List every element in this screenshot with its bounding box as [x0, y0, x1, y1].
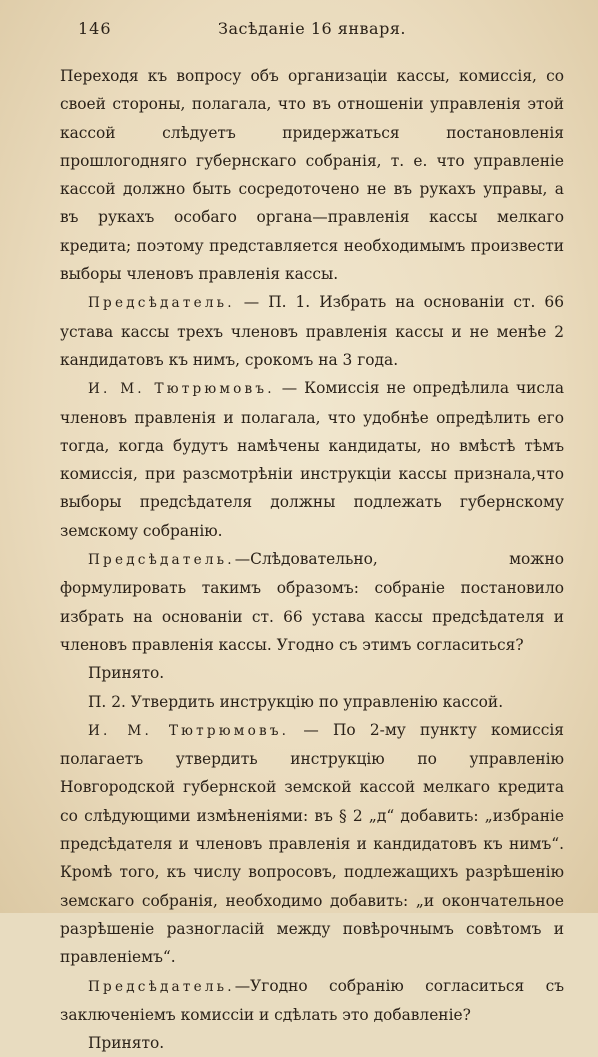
running-head: Засѣданіе 16 января.	[217, 19, 406, 38]
paragraph-text: Переходя къ вопросу объ организаціи кассы, комиссія, со своей стороны, полагала, что въ отношеніи управленія этой кассой слѣдуетъ придержаться постановленія прошлогодняго губернскаго собранія, т. е. что управленіе кассой должно быть сосредоточено не въ рукахъ управы, а въ рукахъ особаго органа—правленія кассы мелкаго кредита; поэтому представляется необходимымъ произвести выборы членовъ правленія кассы.	[60, 67, 564, 284]
paragraph-text: —Угодно собранію согласиться съ заключеніемъ комиссіи и сдѣлать это добавленіе?	[60, 976, 564, 1024]
page-number: 146	[78, 19, 112, 38]
paragraph-text: — П. 1. Избрать на основаніи ст. 66 устава кассы трехъ членовъ правленія кассы и не менѣе 2 кандидатовъ къ нимъ, срокомъ на 3 года.	[60, 293, 564, 369]
body-text	[60, 62, 564, 1057]
paragraph	[60, 716, 564, 972]
speaker-name: Предсѣдатель.	[88, 295, 235, 312]
paragraph	[60, 659, 564, 687]
paragraph	[60, 62, 564, 288]
paragraph-text: Принято.	[88, 1034, 165, 1053]
paragraph	[60, 288, 564, 374]
paragraph-text: П. 2. Утвердить инструкцію по управленію кассой.	[88, 692, 504, 711]
speaker-name: И. М. Тютрюмовъ.	[88, 381, 275, 398]
paragraph	[60, 972, 564, 1030]
paragraph-text: —Слѣдовательно, можно формулировать такимъ образомъ: собраніе постановило избрать на основаніи ст. 66 устава кассы предсѣдателя и членовъ правленія кассы. Угодно съ этимъ согласиться?	[60, 550, 564, 654]
paragraph-text: — Комиссія не опредѣлила числа членовъ правленія и полагала, что удобнѣе опредѣлить его тогда, когда будутъ намѣчены кандидаты, но вмѣстѣ тѣмъ комиссія, при разсмотрѣніи инструкціи кассы признала,что выборы предсѣдателя должны подлежать губернскому земскому собранію.	[60, 379, 564, 540]
paragraph	[60, 1029, 564, 1057]
page-header	[60, 14, 564, 44]
paragraph	[60, 545, 564, 659]
paragraph	[60, 688, 564, 716]
paragraph	[60, 374, 564, 545]
paragraph-text: Принято.	[88, 664, 165, 683]
speaker-name: И. М. Тютрюмовъ.	[88, 722, 290, 739]
paragraph-text: — По 2-му пункту комиссія полагаетъ утвердить инструкцію по управленію Новгородской губернской земской кассой мелкаго кредита со слѣдующими измѣненіями: въ § 2 „д“ добавить: „избраніе предсѣдателя и членовъ правленія и кандидатовъ къ нимъ“. Кромѣ того, къ числу вопросовъ, подлежащихъ разрѣшенію земскаго собранія, необходимо добавить: „и окончательное разрѣшеніе разногласій между повѣрочнымъ совѣтомъ и правленіемъ“.	[60, 720, 564, 967]
speaker-name: Предсѣдатель.	[88, 978, 235, 995]
speaker-name: Предсѣдатель.	[88, 552, 235, 569]
